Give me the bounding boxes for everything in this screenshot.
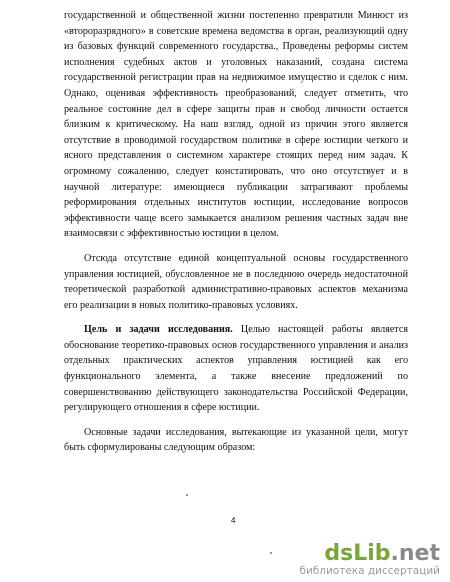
text-line: всего замыкается анализом решения частных задач вне взаимосвязи с [64,212,408,240]
scan-speck [270,552,272,554]
text-line: регулирующего отношения в сфере юстиции. [64,402,260,414]
text-line: исполнения судебных актов и уголовных наказаний, создана система [64,56,408,68]
text-line: литературе: имеющиеся публикации затрагивают проблемы реформирования [64,181,408,209]
watermark-logo: dsLib.net [324,541,440,566]
text-line: обоснование теоретико-правовых основ государственного управления и анализ [64,339,408,351]
text-line: совершенствованию действующего законодательства Российской Федерации, [64,386,408,398]
text-line: базовых функций современного государства., Проведены реформы систем [77,41,408,53]
text-line: эффективностью юстиции в целом. [127,228,279,240]
page-number: 4 [231,516,236,525]
text-line: огромному сожалению, следует констатировать, что оно отсутствует и в научной [64,165,408,193]
text-line: государственной регистрации прав на недвижимое имущество и сделок с ним. [64,72,408,84]
text-line: Целью настоящей работы является [240,324,408,336]
text-line: управления юстицией, обусловленное не в последнюю очередь недостаточной [64,268,408,280]
text-line: государственной и общественной жизни постепенно превратили Минюст из [64,10,408,21]
paragraph-2 [64,251,408,313]
text-line: реализации в новых политико-правовых условиях. [79,299,298,311]
watermark [299,543,440,578]
paragraph-1 [64,8,408,242]
text-line: Однако, оценивая эффективность преобразований, следует отметить, что [64,87,408,99]
paragraph-3 [64,322,408,416]
text-line: отдельных практических аспектов управления юстицией как его [64,355,408,367]
text-line: Отсюда отсутствие единой концептуальной основы государственного [84,252,408,264]
document-body [64,8,408,456]
text-line: функционального элемента, а также внесение предложений по [64,371,408,383]
text-line: «второразрядного» в советские времена ведомства в орган, реализующий одну из [64,25,408,53]
watermark-tagline: библиотека диссертаций [299,565,440,577]
text-line: ясного представления о системном характере стоящих перед ним задач. К [64,150,408,162]
text-line: теоретической разработкой административно-правовых аспектов механизма его [64,284,408,311]
text-line: отсутствие в проводимой государством политике в сфере юстиции четкого и [64,134,408,146]
text-line: отдельных институтов юстиции, исследование вопросов эффективности чаще [64,197,408,224]
paragraph-4 [64,425,408,456]
scan-speck [186,494,188,496]
text-line: быть сформулированы следующим образом: [64,442,256,454]
text-line: реальное состояние дел в сфере защиты прав и свобод личности остается [64,103,408,115]
section-heading: Цель и задачи исследования. [84,324,233,336]
text-line: близким к критическому. На наш взгляд, одной из причин этого является [64,119,408,131]
text-line: Основные задачи исследования, вытекающие из указанной цели, могут [84,426,408,438]
